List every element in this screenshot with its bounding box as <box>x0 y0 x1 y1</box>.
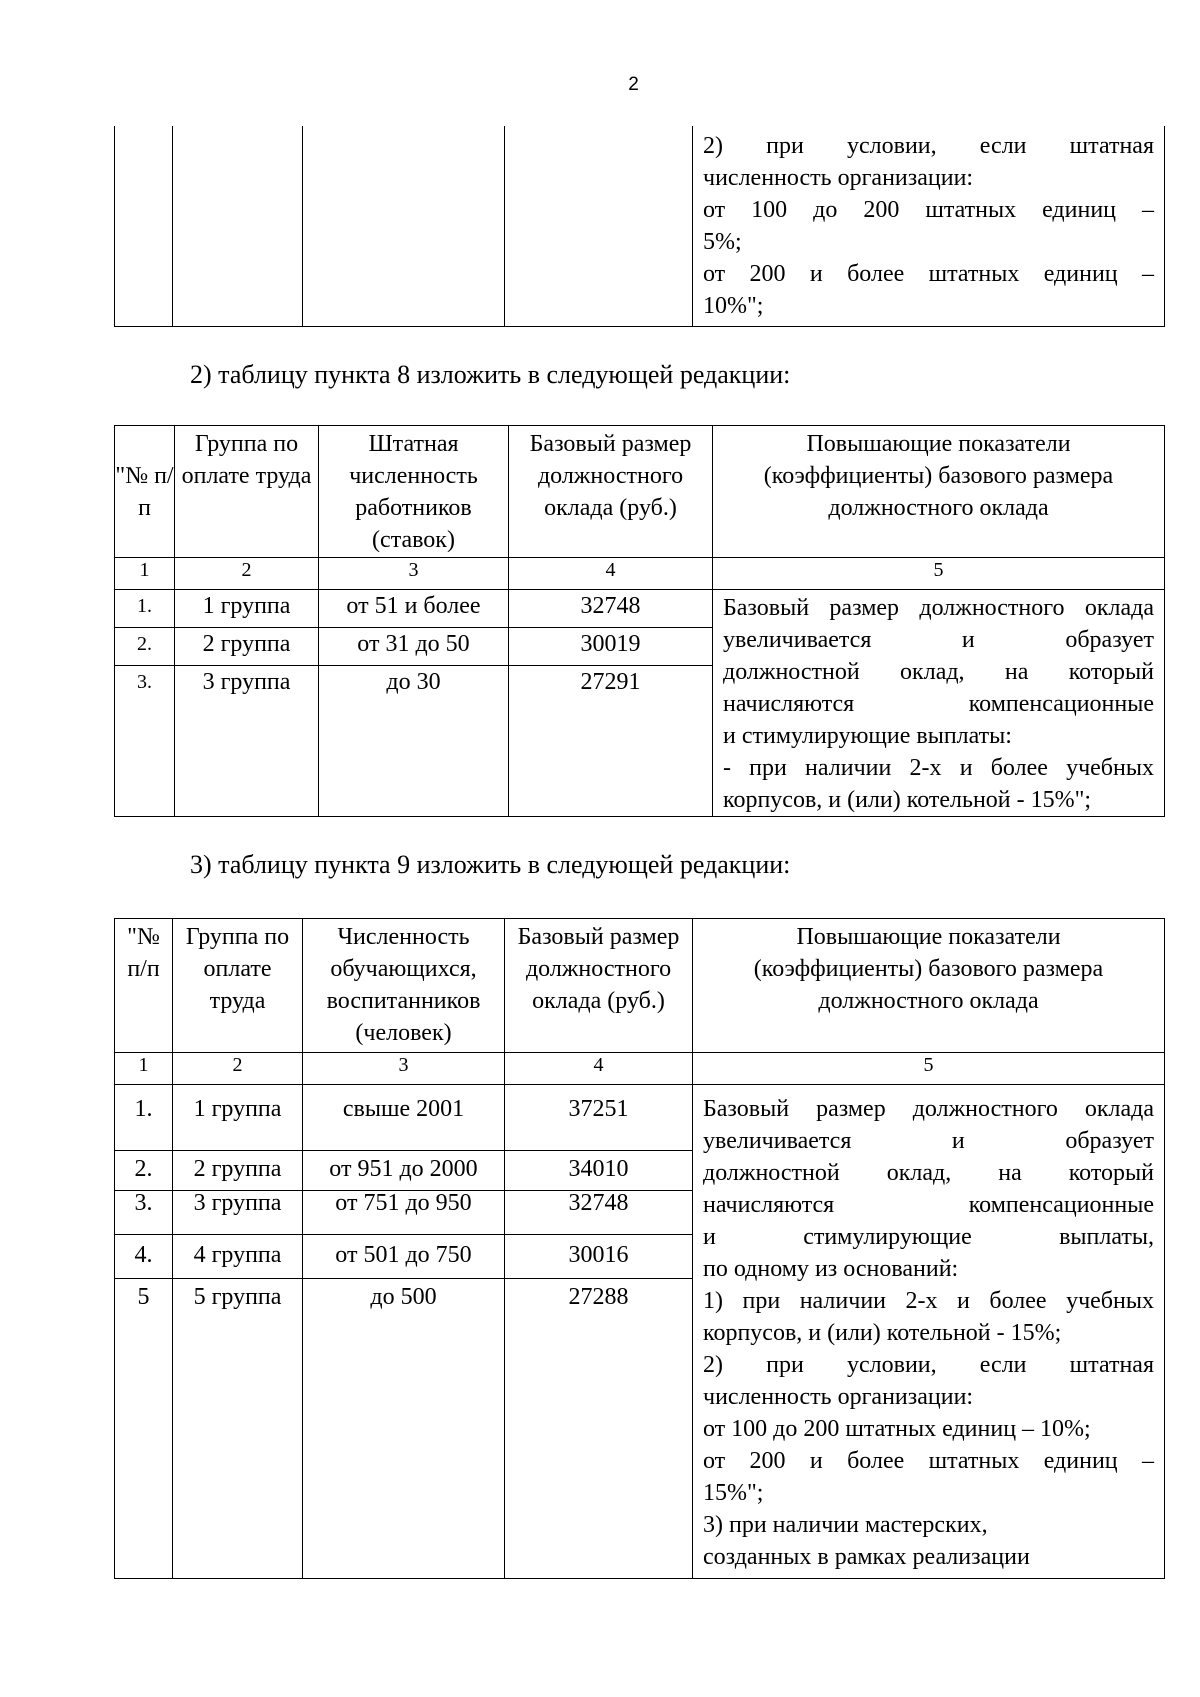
text-line: 3) при наличии мастерских, <box>703 1512 988 1538</box>
text-line: 2) при условии, если штатная <box>703 133 1154 159</box>
row-group: 4 группа <box>173 1235 303 1279</box>
row-count: от 751 до 950 <box>303 1191 505 1235</box>
row-staff: от 31 до 50 <box>319 628 509 666</box>
text-line: Базовый размер должностного оклада <box>723 595 1154 621</box>
row-number: 2. <box>115 628 175 666</box>
text-line: от 100 до 200 штатных единиц – 10%; <box>703 1416 1091 1442</box>
row-salary: 32748 <box>505 1191 693 1235</box>
column-number: 4 <box>509 558 713 590</box>
row-salary: 30016 <box>505 1235 693 1279</box>
row-salary: 34010 <box>505 1151 693 1191</box>
text-line: Базовый размер должностного оклада <box>703 1096 1154 1122</box>
row-count: от 501 до 750 <box>303 1235 505 1279</box>
row-number: 3. <box>115 666 175 817</box>
coefficient-cell <box>693 126 1165 326</box>
column-number: 1 <box>115 558 175 590</box>
table-header-row <box>115 919 1165 1053</box>
header-salary: Базовый размер должностного оклада (руб.) <box>505 919 693 1053</box>
text-line: по одному из оснований: <box>703 1256 959 1282</box>
header-staff: Штатная численность работников (ставок) <box>319 426 509 558</box>
row-number: 1. <box>115 590 175 628</box>
table-row <box>115 1085 1165 1151</box>
table-point-8 <box>114 425 1165 817</box>
text-line: корпусов, и (или) котельной - 15%"; <box>723 787 1092 813</box>
row-group: 2 группа <box>175 628 319 666</box>
row-salary: 27291 <box>509 666 713 817</box>
text-line: начисляются компенсационные <box>703 1192 1154 1218</box>
text-line: - при наличии 2-х и более учебных <box>723 755 1154 781</box>
text-line: от 200 и более штатных единиц – <box>703 1448 1154 1474</box>
text-line: 1) при наличии 2-х и более учебных <box>703 1288 1154 1314</box>
table-cell <box>303 126 505 326</box>
text-line: корпусов, и (или) котельной - 15%; <box>703 1320 1062 1346</box>
table-cell <box>115 126 173 326</box>
column-number: 2 <box>173 1053 303 1085</box>
text-line: должностной оклад, на который <box>723 659 1154 685</box>
row-group: 2 группа <box>173 1151 303 1191</box>
coefficient-cell <box>693 1085 1165 1579</box>
header-group: Группа по оплате труда <box>173 919 303 1053</box>
header-number: "№ п/п <box>115 426 175 558</box>
paragraph-item-2: 2) таблицу пункта 8 изложить в следующей редакции: <box>190 360 791 389</box>
row-count: от 951 до 2000 <box>303 1151 505 1191</box>
text-line: 15%"; <box>703 1480 764 1506</box>
text-line: 2) при условии, если штатная <box>703 1352 1154 1378</box>
column-number: 2 <box>175 558 319 590</box>
row-salary: 30019 <box>509 628 713 666</box>
row-number: 5 <box>115 1279 173 1579</box>
row-staff: от 51 и более <box>319 590 509 628</box>
row-group: 1 группа <box>173 1085 303 1151</box>
table-cell <box>505 126 693 326</box>
row-staff: до 30 <box>319 666 509 817</box>
header-count: Численность обучающихся, воспитанников (человек) <box>303 919 505 1053</box>
row-group: 5 группа <box>173 1279 303 1579</box>
text-line: численность организации: <box>703 165 974 191</box>
table-row <box>115 590 1165 628</box>
column-number-row <box>115 558 1165 590</box>
text-line: увеличивается и образует <box>703 1128 1154 1154</box>
table-cell <box>173 126 303 326</box>
text-line: созданных в рамках реализации <box>703 1544 1030 1570</box>
row-group: 1 группа <box>175 590 319 628</box>
row-count: до 500 <box>303 1279 505 1579</box>
text-line: должностной оклад, на который <box>703 1160 1154 1186</box>
row-group: 3 группа <box>175 666 319 817</box>
table-continuation <box>114 126 1165 327</box>
coefficient-cell <box>713 590 1165 817</box>
text-line: от 100 до 200 штатных единиц – <box>703 197 1154 223</box>
column-number: 4 <box>505 1053 693 1085</box>
header-group: Группа по оплате труда <box>175 426 319 558</box>
text-line: от 200 и более штатных единиц – <box>703 261 1154 287</box>
row-count: свыше 2001 <box>303 1085 505 1151</box>
table-point-9 <box>114 918 1165 1579</box>
row-salary: 37251 <box>505 1085 693 1151</box>
header-salary: Базовый размер должностного оклада (руб.) <box>509 426 713 558</box>
row-number: 2. <box>115 1151 173 1191</box>
text-line: и стимулирующие выплаты, <box>703 1224 1154 1250</box>
row-salary: 27288 <box>505 1279 693 1579</box>
header-coefficients: Повышающие показатели (коэффициенты) базового размера должностного оклада <box>713 426 1165 558</box>
row-number: 1. <box>115 1085 173 1151</box>
column-number: 1 <box>115 1053 173 1085</box>
table-row <box>115 126 1165 326</box>
column-number: 3 <box>319 558 509 590</box>
text-line: 10%"; <box>703 293 764 319</box>
page-number: 2 <box>628 74 639 95</box>
table-header-row <box>115 426 1165 558</box>
text-line: 5%; <box>703 229 742 255</box>
column-number-row <box>115 1053 1165 1085</box>
text-line: и стимулирующие выплаты: <box>723 723 1012 749</box>
row-number: 4. <box>115 1235 173 1279</box>
column-number: 5 <box>713 558 1165 590</box>
text-line: увеличивается и образует <box>723 627 1154 653</box>
row-group: 3 группа <box>173 1191 303 1235</box>
header-number: "№ п/п <box>115 919 173 1053</box>
header-coefficients: Повышающие показатели (коэффициенты) базового размера должностного оклада <box>693 919 1165 1053</box>
row-salary: 32748 <box>509 590 713 628</box>
row-number: 3. <box>115 1191 173 1235</box>
text-line: начисляются компенсационные <box>723 691 1154 717</box>
text-line: численность организации: <box>703 1384 974 1410</box>
column-number: 3 <box>303 1053 505 1085</box>
column-number: 5 <box>693 1053 1165 1085</box>
paragraph-item-3: 3) таблицу пункта 9 изложить в следующей редакции: <box>190 850 791 879</box>
